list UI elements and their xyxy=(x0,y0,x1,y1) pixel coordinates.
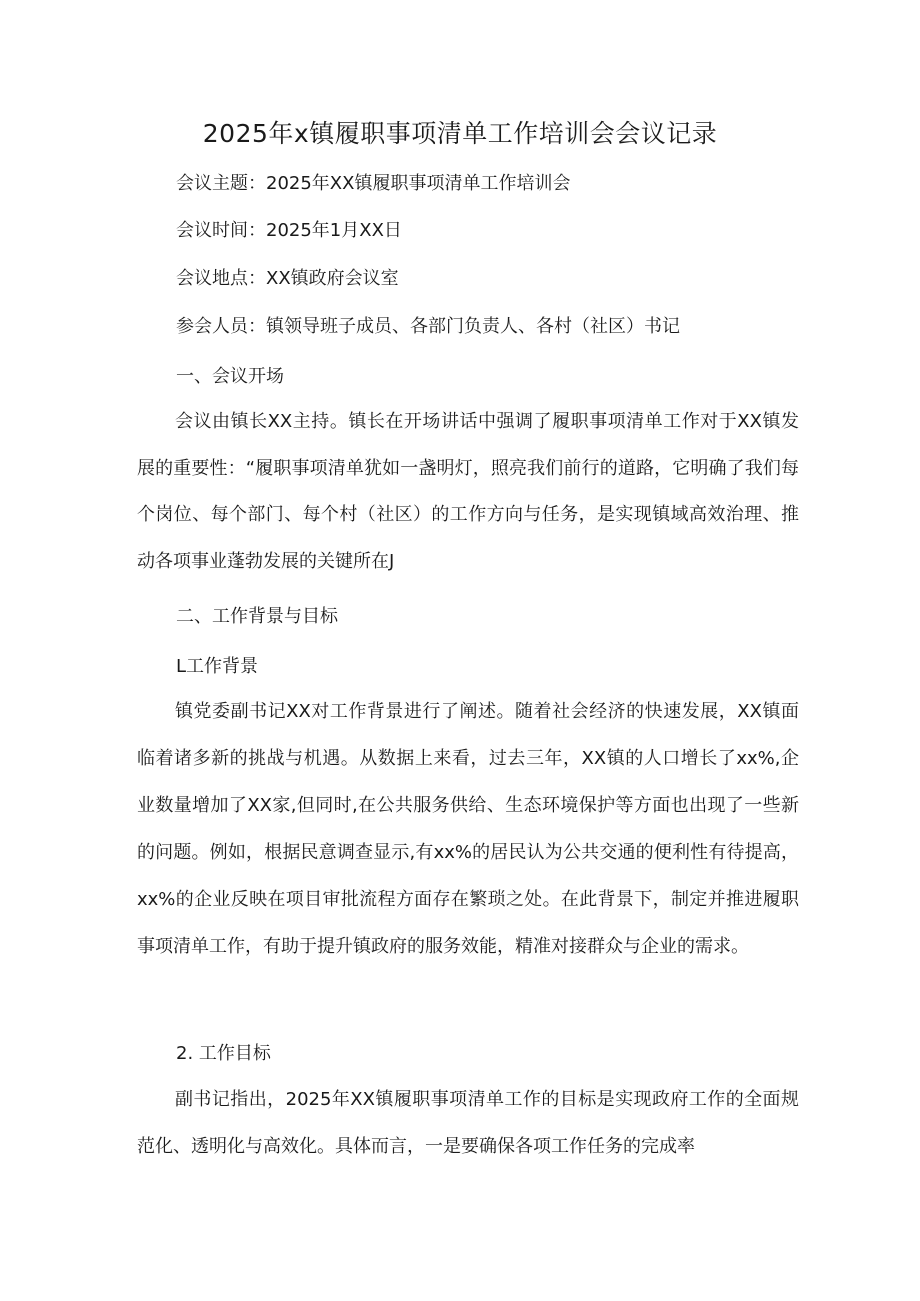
meeting-location: 会议地点：XX镇政府会议室 xyxy=(176,268,399,289)
section-heading-opening: 一、会议开场 xyxy=(176,366,284,387)
goals-paragraph: 副书记指出，2025年XX镇履职事项清单工作的目标是实现政府工作的全面规范化、透明化与高效化。具体而言，一是要确保各项工作任务的完成率 xyxy=(137,1089,799,1157)
subheading-goals: 2. 工作目标 xyxy=(176,1043,271,1064)
background-paragraph: 镇党委副书记XX对工作背景进行了阐述。随着社会经济的快速发展，XX镇面临着诸多新的挑战与机遇。从数据上来看，过去三年，XX镇的人口增长了xx%,企业数量增加了XX家,但同时,在公共服务供给、生态环境保护等方面也出现了一些新的问题。例如，根据民意调查显示,有xx%的居民认为公共交通的便利性有待提高，xx%的企业反映在项目审批流程方面存在繁琐之处。在此背景下，制定并推进履职事项清单工作，有助于提升镇政府的服务效能，精准对接群众与企业的需求。 xyxy=(137,701,799,957)
meeting-topic: 会议主题：2025年XX镇履职事项清单工作培训会 xyxy=(176,173,571,194)
opening-paragraph: 会议由镇长XX主持。镇长在开场讲话中强调了履职事项清单工作对于XX镇发展的重要性：“履职事项清单犹如一盏明灯，照亮我们前行的道路，它明确了我们每个岗位、每个部门、每个村（社区）的工作方向与任务，是实现镇域高效治理、推动各项事业蓬勃发展的关键所在J xyxy=(137,411,799,572)
subheading-background: L工作背景 xyxy=(176,656,259,677)
section-heading-background-goals: 二、工作背景与目标 xyxy=(176,606,338,627)
document-title: 2025年x镇履职事项清单工作培训会会议记录 xyxy=(202,119,718,148)
meeting-attendees: 参会人员：镇领导班子成员、各部门负责人、各村（社区）书记 xyxy=(176,316,680,337)
meeting-time: 会议时间：2025年1月XX日 xyxy=(176,220,402,241)
